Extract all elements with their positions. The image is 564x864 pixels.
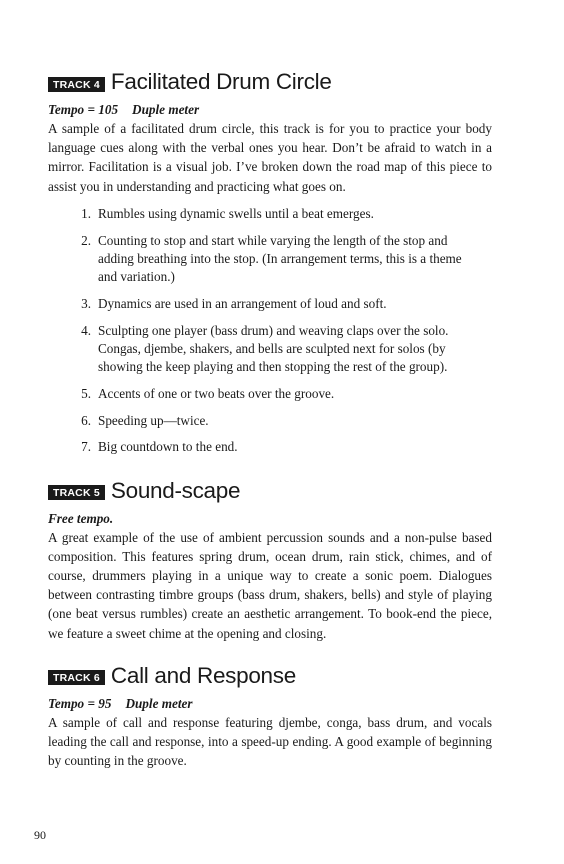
- list-item-number: 2.: [81, 232, 91, 248]
- list-item-number: 1.: [81, 205, 91, 221]
- list-item-text: Big countdown to the end.: [98, 439, 238, 455]
- page-content: [48, 66, 492, 770]
- track-badge: TRACK 5: [48, 485, 105, 500]
- list-item: [48, 232, 492, 287]
- section-heading: [48, 660, 492, 692]
- list-item-text: Accents of one or two beats over the groove.: [98, 385, 335, 401]
- section-title: Facilitated Drum Circle: [110, 69, 332, 94]
- list-item-number: 4.: [81, 322, 91, 338]
- track-5-section: [48, 475, 492, 643]
- list-item-number: 6.: [81, 412, 91, 428]
- list-item: [48, 438, 492, 456]
- list-item-number: 7.: [81, 439, 91, 455]
- list-item-number: 3.: [81, 295, 91, 311]
- list-item: [48, 295, 492, 313]
- list-item: [48, 412, 492, 430]
- tempo-line: [48, 694, 492, 713]
- track-badge: TRACK 4: [48, 77, 105, 92]
- list-item-text: Counting to stop and start while varying the length of the stop and adding breathing into the stop. (In arrangement terms, this is a theme and variation.): [98, 232, 462, 285]
- section-paragraph: A sample of a facilitated drum circle, this track is for you to practice your body language cues along with the verbal ones you hear. Don’t be afraid to watch in a mirror. Facilitation is a visual job. I’ve broken down the road map of this piece to assist you in understanding and practicing what goes on.: [48, 121, 492, 194]
- track-4-section: [48, 66, 492, 457]
- meter-text: Duple meter: [132, 102, 200, 117]
- list-item-text: Sculpting one player (bass drum) and weaving claps over the solo. Congas, djembe, shakers, and bells are sculpted next for solos (by showing the keep playing and then stopping the rest of the group).: [98, 322, 449, 375]
- list-item-text: Speeding up—twice.: [98, 412, 209, 428]
- section-paragraph: A sample of call and response featuring djembe, conga, bass drum, and vocals leading the call and response, into a speed-up ending. A good example of beginning by counting in the groove.: [48, 714, 492, 769]
- tempo-text: Tempo = 95: [48, 695, 112, 711]
- section-paragraph: A great example of the use of ambient percussion sounds and a non-pulse based composition. This features spring drum, ocean drum, rain stick, chimes, and of course, drummers playing in a unique way to create a sonic poem. Dialogues between contrasting timbre groups (bass drum, shakers, bells) and style of playing (one beat versus rumbles) create an aesthetic arrangement. To book-end the piece, we feature a sweet chime at the opening and closing.: [48, 529, 492, 641]
- list-item-text: Dynamics are used in an arrangement of loud and soft.: [98, 295, 387, 311]
- page-number: 90: [34, 828, 46, 842]
- tempo-line: [48, 509, 492, 528]
- meter-text: Duple meter: [125, 695, 193, 711]
- roadmap-list: [48, 205, 492, 457]
- section-heading: [48, 475, 492, 507]
- list-item: [48, 322, 492, 377]
- section-title: Call and Response: [110, 662, 296, 688]
- tempo-text: Tempo = 105: [48, 102, 119, 117]
- tempo-line: [48, 100, 492, 119]
- list-item-text: Rumbles using dynamic swells until a beat emerges.: [98, 205, 374, 221]
- list-item: [48, 385, 492, 403]
- list-item: [48, 205, 492, 223]
- track-badge: TRACK 6: [48, 670, 105, 685]
- track-6-section: [48, 660, 492, 771]
- section-title: Sound-scape: [110, 477, 241, 503]
- list-item-number: 5.: [81, 385, 91, 401]
- tempo-text: Free tempo.: [48, 510, 114, 526]
- section-heading: [48, 66, 492, 98]
